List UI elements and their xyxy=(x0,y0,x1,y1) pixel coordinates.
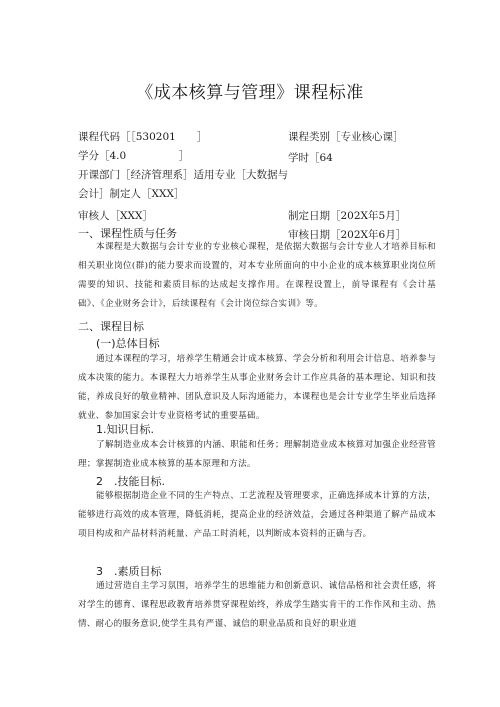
department-line: 开课部门［经济管理系］适用专业［大数据与 xyxy=(78,169,288,181)
course-credit: 学分［4.0 ］ xyxy=(78,150,190,162)
skill-goal-heading: 2 .技能目标. xyxy=(96,475,165,488)
section-2-heading: 二、课程目标 xyxy=(78,320,144,333)
quality-goal-body: 通过营造自主学习氛围，培养学生的思维能力和创新意识、诚信品格和社会责任感，将对学生的德育、课程思政教育培养贯穿课程始终，养成学生踏实肯干的工作作风和主动、热情、耐心的服务意识,使学生具有严谨、诚信的职业品质和良好的职业道 xyxy=(78,581,436,629)
section-1-heading: 一、课程性质与任务 xyxy=(78,227,177,240)
knowledge-goal-heading: 1.知识目标. xyxy=(96,423,154,436)
section-1-body: 本课程是大数据与会计专业的专业核心课程，是依据大数据与会计专业人才培养目标和相关职业岗位(群)的能力要求而设置的，对本专业所面向的中小企业的成本核算职业岗位所需要的知识、技能和素质目标的达成起支撑作用。在课程设置上，前导课程有《会计基础》、《企业财务会计》，后续课程有《会计岗位综合实训》等。 xyxy=(78,242,436,309)
overall-goal-body: 通过本课程的学习，培养学生精通会计成本核算、学会分析和利用会计信息、培养参与成本决策的能力。本课程大力培养学生从事企业财务会计工作应具备的基本理论、知识和技能，养成良好的敬业精神、团队意识及人际沟通能力，本课程也是会计专业学生毕业后选择就业、参加国家会计专业资格考试的重要基础。 xyxy=(78,354,436,421)
reviewer: 审核人［XXX］ xyxy=(78,210,153,222)
review-date: 审核日期［202X年6月］ xyxy=(288,229,407,241)
quality-goal-heading: 3 .素质目标 xyxy=(96,565,162,578)
knowledge-goal-body: 了解制造业成本会计核算的内涵、职能和任务；理解制造业成本核算对加强企业经营管理；掌握制造业成本核算的基本原理和方法。 xyxy=(78,440,436,469)
made-date: 制定日期［202X年5月］ xyxy=(288,210,407,222)
skill-goal-body: 能够根据制造企业不同的生产特点、工艺流程及管理要求，正确选择成本计算的方法，能够进行高效的成本管理，降低消耗，提高企业的经济效益，会通过各种渠道了解产品成本项目构成和产品材料消耗量、产品工时消耗，以判断成本资料的正确与否。 xyxy=(78,491,436,539)
department-line-2: 会计］制定人［XXX］ xyxy=(78,188,185,200)
document-title: 《成本核算与管理》课程标准 xyxy=(136,83,364,103)
overall-goal-heading: (一)总体目标 xyxy=(96,337,160,350)
course-hours: 学时［64 xyxy=(288,152,333,164)
course-category: 课程类别［专业核心课］ xyxy=(288,131,404,143)
course-code: 课程代码［［530201 ］ xyxy=(78,131,208,143)
